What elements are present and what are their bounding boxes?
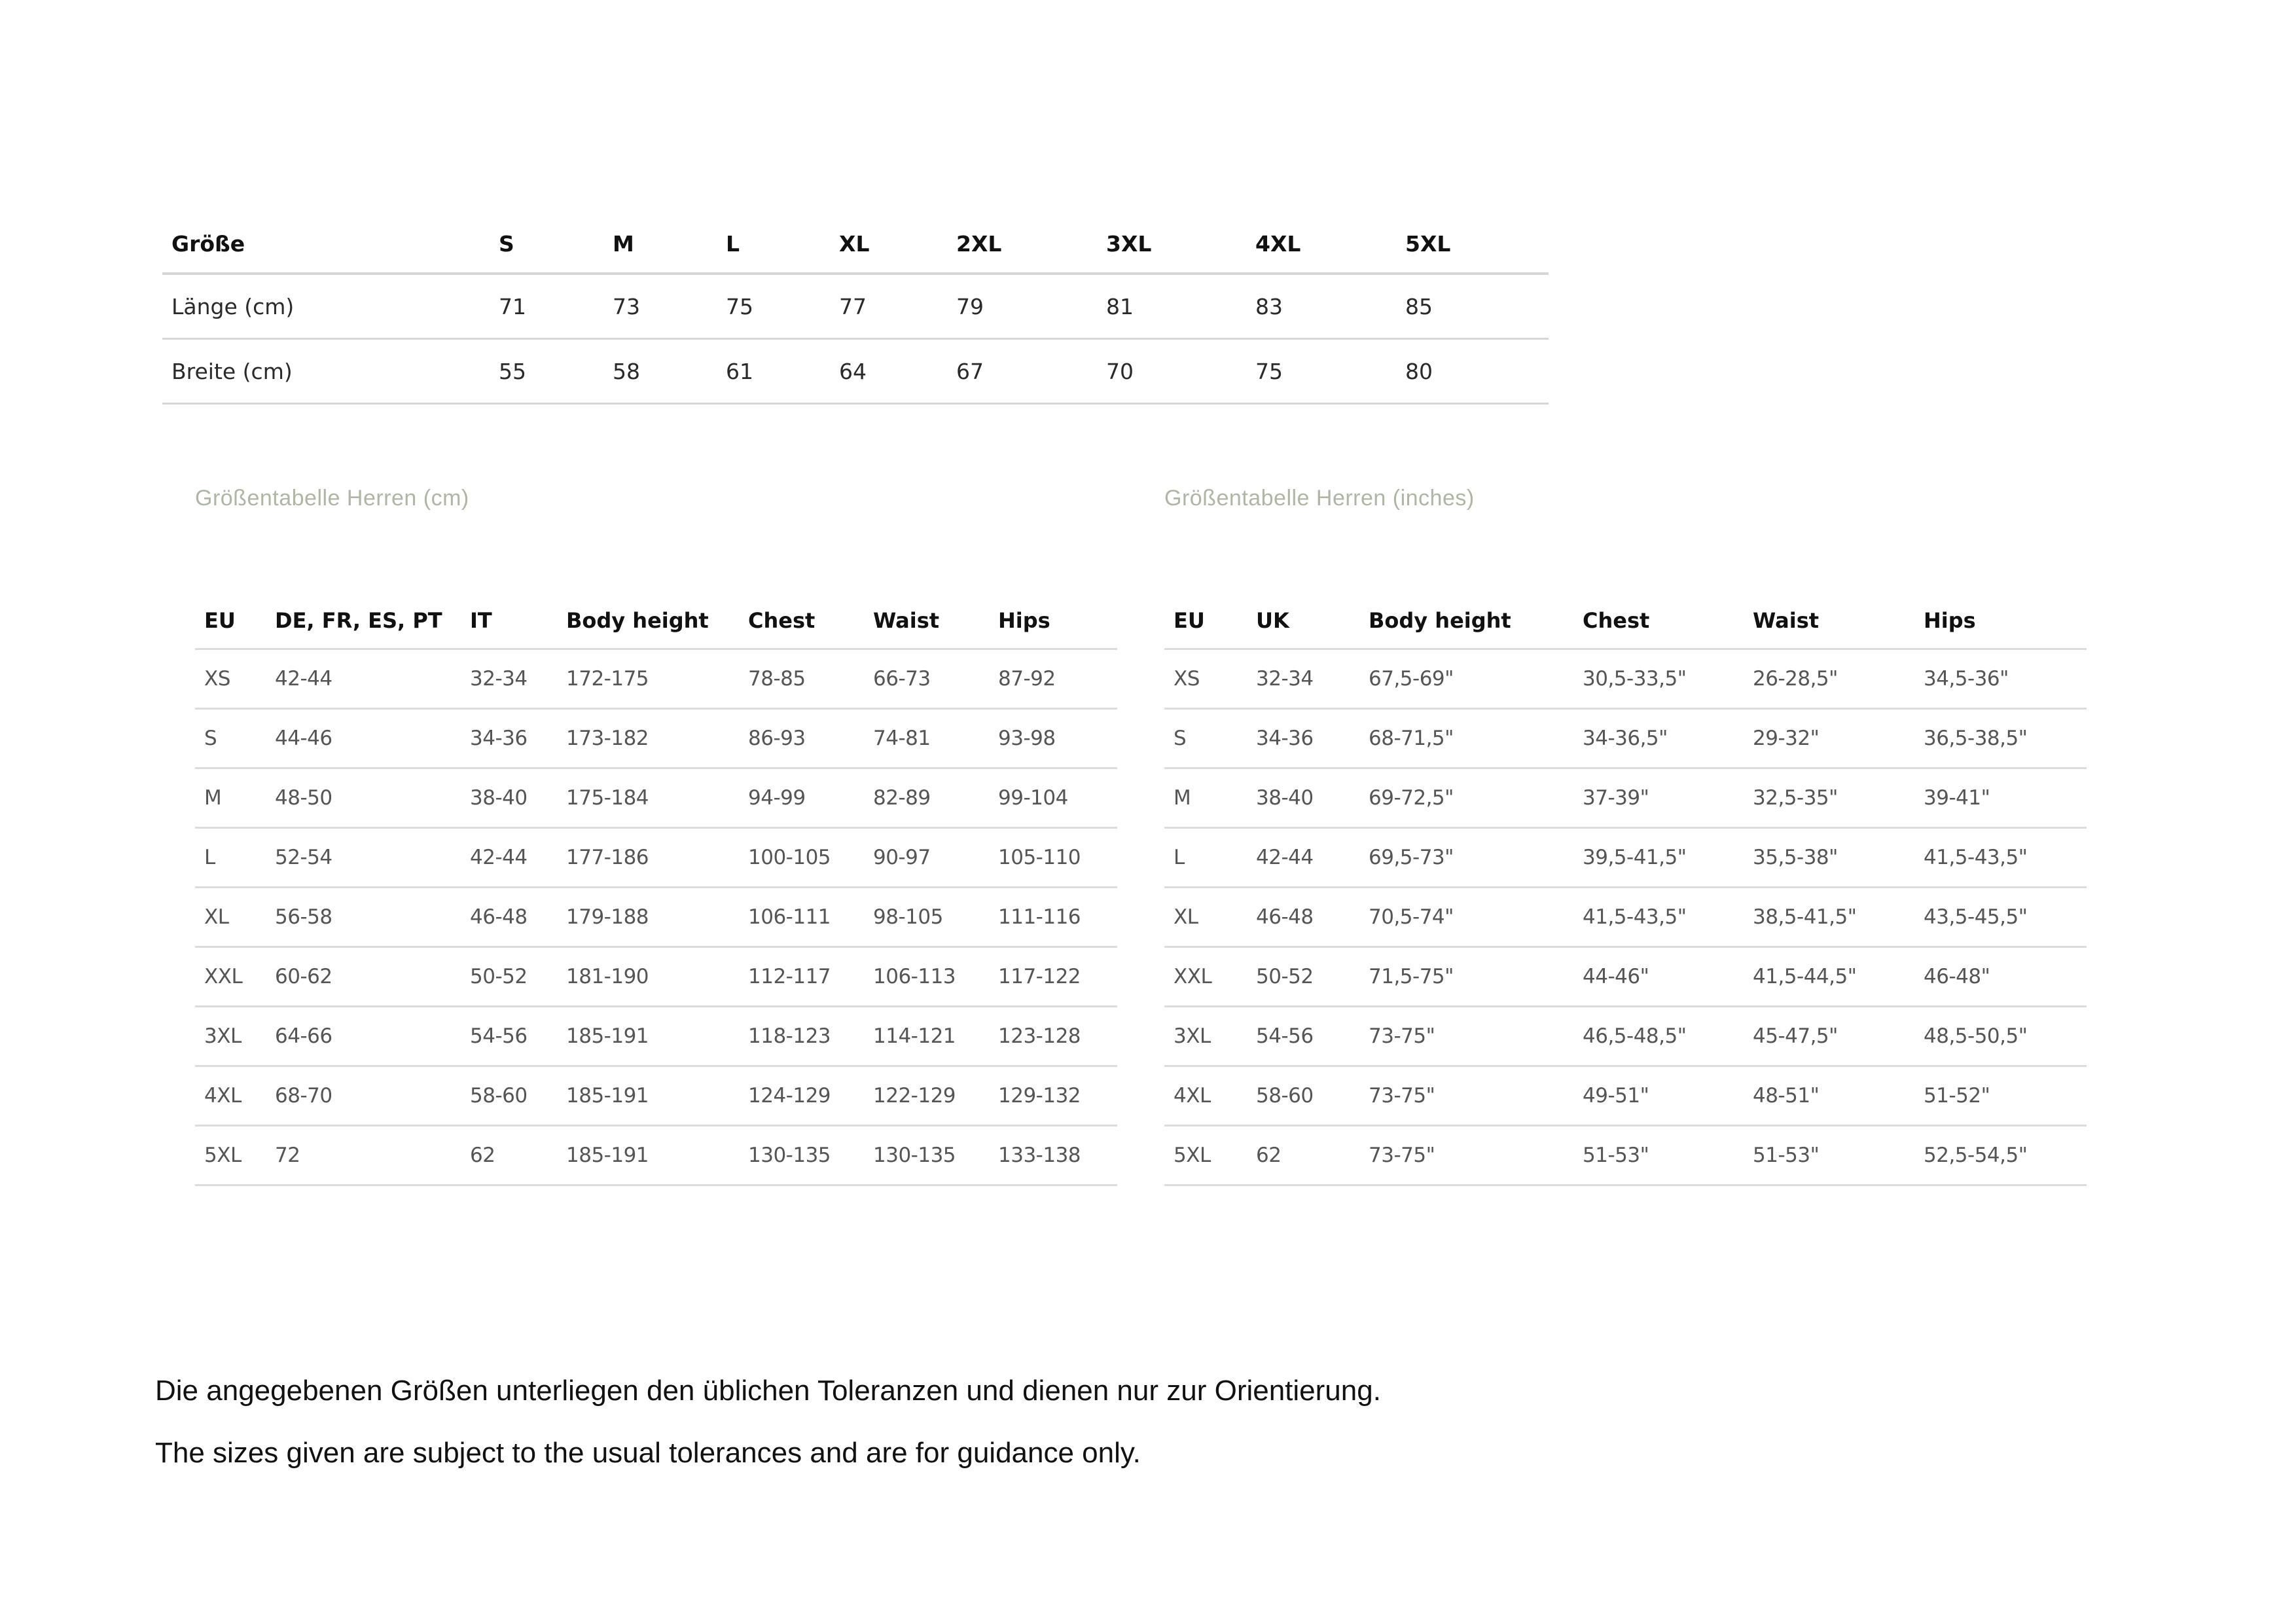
table-cell: 32,5-35" (1753, 786, 1838, 810)
header-cell: Größe (171, 230, 245, 257)
header-cell: Waist (1753, 608, 1820, 633)
header-cell: L (726, 230, 740, 257)
table-cell: 56-58 (275, 905, 332, 929)
table-cell: 66-73 (873, 667, 931, 691)
header-cell: IT (470, 608, 492, 633)
table-cell: 32-34 (1256, 667, 1314, 691)
table-cell: 106-111 (748, 905, 831, 929)
size-label: 4XL (204, 1084, 242, 1108)
table-cell: 117-122 (998, 965, 1081, 988)
table-cell: 185-191 (566, 1024, 649, 1048)
table-cell: 124-129 (748, 1084, 831, 1108)
table-cell: 118-123 (748, 1024, 831, 1048)
inch-table-title: Größentabelle Herren (inches) (1164, 486, 1475, 511)
table-cell: 80 (1405, 358, 1433, 384)
table-cell: 129-132 (998, 1084, 1081, 1108)
table-row (195, 1007, 1117, 1066)
table-cell: 106-113 (873, 965, 956, 988)
table-cell: 185-191 (566, 1084, 649, 1108)
size-label: M (1174, 786, 1191, 810)
table-cell: 62 (470, 1144, 495, 1167)
table-cell: 44-46 (275, 727, 332, 750)
table-cell: 61 (726, 358, 753, 384)
size-label: XS (204, 667, 230, 691)
header-cell: Waist (873, 608, 940, 633)
table-cell: 111-116 (998, 905, 1081, 929)
table-cell: 60-62 (275, 965, 332, 988)
table-row (162, 274, 1549, 339)
table-row (195, 888, 1117, 947)
table-row (195, 828, 1117, 888)
table-row (195, 709, 1117, 768)
header-cell: 4XL (1255, 230, 1301, 257)
table-row (1164, 888, 2087, 947)
table-cell: 48-50 (275, 786, 332, 810)
table-cell: 67,5-69" (1369, 667, 1454, 691)
table-cell: 133-138 (998, 1144, 1081, 1167)
header-cell: Body height (566, 608, 709, 633)
table-cell: 46-48 (470, 905, 528, 929)
table-row (195, 649, 1117, 709)
table-cell: 52,5-54,5" (1924, 1144, 2028, 1167)
table-row (195, 1126, 1117, 1185)
size-table-cm (195, 593, 1117, 1186)
size-label: L (204, 846, 215, 869)
table-cell: 46,5-48,5" (1583, 1024, 1687, 1048)
size-label: XL (1174, 905, 1198, 929)
header-cell: Hips (1924, 608, 1976, 633)
table-cell: 73 (613, 293, 640, 319)
size-label: XXL (1174, 965, 1212, 988)
table-cell: 93-98 (998, 727, 1056, 750)
table-cell: 94-99 (748, 786, 806, 810)
header-cell: EU (204, 608, 236, 633)
table-row (1164, 649, 2087, 709)
table-cell: 55 (499, 358, 526, 384)
table-cell: 34-36,5" (1583, 727, 1668, 750)
table-cell: 172-175 (566, 667, 649, 691)
table-cell: 130-135 (873, 1144, 956, 1167)
table-cell: 51-53" (1753, 1144, 1820, 1167)
header-cell: 5XL (1405, 230, 1451, 257)
table-cell: 46-48" (1924, 965, 1990, 988)
header-cell: Chest (748, 608, 816, 633)
table-cell: 48,5-50,5" (1924, 1024, 2028, 1048)
header-row (1164, 593, 2087, 649)
table-row (1164, 1007, 2087, 1066)
table-cell: 45-47,5" (1753, 1024, 1838, 1048)
table-cell: 51-53" (1583, 1144, 1649, 1167)
table-cell: 48-51" (1753, 1084, 1820, 1108)
table-cell: 35,5-38" (1753, 846, 1838, 869)
table-row (1164, 768, 2087, 828)
table-cell: 99-104 (998, 786, 1068, 810)
table-cell: 42-44 (1256, 846, 1314, 869)
size-label: XXL (204, 965, 243, 988)
table-cell: 58-60 (470, 1084, 528, 1108)
table-cell: 71,5-75" (1369, 965, 1454, 988)
table-cell: 38,5-41,5" (1753, 905, 1857, 929)
table-cell: 73-75" (1369, 1084, 1435, 1108)
table-cell: 181-190 (566, 965, 649, 988)
table-cell: 70,5-74" (1369, 905, 1454, 929)
table-cell: 90-97 (873, 846, 931, 869)
table-cell: 77 (839, 293, 867, 319)
header-cell: EU (1174, 608, 1205, 633)
table-cell: 85 (1405, 293, 1433, 319)
table-row (1164, 1066, 2087, 1126)
table-cell: 87-92 (998, 667, 1056, 691)
size-label: XS (1174, 667, 1200, 691)
table-cell: 173-182 (566, 727, 649, 750)
header-cell: Body height (1369, 608, 1511, 633)
table-cell: 69-72,5" (1369, 786, 1454, 810)
table-cell: 42-44 (470, 846, 528, 869)
header-cell: UK (1256, 608, 1289, 633)
size-label: M (204, 786, 222, 810)
size-label: XL (204, 905, 229, 929)
header-cell: 2XL (956, 230, 1002, 257)
table-cell: 72 (275, 1144, 300, 1167)
table-cell: 36,5-38,5" (1924, 727, 2028, 750)
table-cell: 43,5-45,5" (1924, 905, 2028, 929)
header-cell: DE, FR, ES, PT (275, 608, 442, 633)
table-cell: 123-128 (998, 1024, 1081, 1048)
table-cell: 74-81 (873, 727, 931, 750)
tolerance-note-de: Die angegebenen Größen unterliegen den üblichen Toleranzen und dienen nur zur Orientierung. (155, 1375, 1381, 1407)
tolerance-note-en: The sizes given are subject to the usual tolerances and are for guidance only. (155, 1437, 1141, 1469)
table-cell: 58 (613, 358, 640, 384)
table-cell: 70 (1106, 358, 1134, 384)
table-cell: 34-36 (470, 727, 528, 750)
table-cell: 86-93 (748, 727, 806, 750)
table-cell: 44-46" (1583, 965, 1649, 988)
table-cell: 34-36 (1256, 727, 1314, 750)
table-cell: 41,5-44,5" (1753, 965, 1857, 988)
table-cell: 51-52" (1924, 1084, 1990, 1108)
table-cell: 83 (1255, 293, 1283, 319)
table-cell: 58-60 (1256, 1084, 1314, 1108)
table-cell: 37-39" (1583, 786, 1649, 810)
table-cell: 73-75" (1369, 1024, 1435, 1048)
table-cell: 73-75" (1369, 1144, 1435, 1167)
table-cell: 50-52 (1256, 965, 1314, 988)
table-cell: 68-71,5" (1369, 727, 1454, 750)
table-cell: 81 (1106, 293, 1134, 319)
table-cell: 122-129 (873, 1084, 956, 1108)
table-cell: 54-56 (1256, 1024, 1314, 1048)
header-row (195, 593, 1117, 649)
table-cell: 39,5-41,5" (1583, 846, 1687, 869)
table-cell: 30,5-33,5" (1583, 667, 1687, 691)
table-cell: 62 (1256, 1144, 1282, 1167)
table-cell: 64-66 (275, 1024, 332, 1048)
table-cell: 46-48 (1256, 905, 1314, 929)
size-label: 5XL (204, 1144, 242, 1167)
table-cell: 179-188 (566, 905, 649, 929)
table-cell: 177-186 (566, 846, 649, 869)
table-cell: 82-89 (873, 786, 931, 810)
table-cell: 50-52 (470, 965, 528, 988)
table-row (195, 947, 1117, 1007)
table-cell: 130-135 (748, 1144, 831, 1167)
table-cell: 52-54 (275, 846, 332, 869)
table-cell: 41,5-43,5" (1583, 905, 1687, 929)
table-cell: 68-70 (275, 1084, 332, 1108)
size-label: S (1174, 727, 1187, 750)
row-label: Breite (cm) (171, 358, 293, 384)
table-cell: 29-32" (1753, 727, 1820, 750)
table-cell: 34,5-36" (1924, 667, 2009, 691)
table-cell: 71 (499, 293, 526, 319)
size-label: S (204, 727, 217, 750)
size-label: 3XL (204, 1024, 242, 1048)
size-table-inches (1164, 593, 2087, 1186)
table-cell: 41,5-43,5" (1924, 846, 2028, 869)
table-cell: 98-105 (873, 905, 943, 929)
header-cell: 3XL (1106, 230, 1152, 257)
table-cell: 42-44 (275, 667, 332, 691)
table-row (162, 339, 1549, 404)
table-row (1164, 828, 2087, 888)
header-cell: XL (839, 230, 870, 257)
table-cell: 32-34 (470, 667, 528, 691)
table-row (1164, 1126, 2087, 1185)
table-cell: 75 (726, 293, 753, 319)
size-label: L (1174, 846, 1185, 869)
table-cell: 114-121 (873, 1024, 956, 1048)
cm-table-title: Größentabelle Herren (cm) (195, 486, 469, 511)
table-cell: 79 (956, 293, 984, 319)
header-cell: M (613, 230, 634, 257)
table-row (195, 768, 1117, 828)
table-cell: 185-191 (566, 1144, 649, 1167)
size-label: 5XL (1174, 1144, 1211, 1167)
garment-size-table (162, 215, 1549, 405)
size-label: 3XL (1174, 1024, 1211, 1048)
header-cell: Hips (998, 608, 1050, 633)
header-cell: Chest (1583, 608, 1650, 633)
table-cell: 54-56 (470, 1024, 528, 1048)
table-cell: 38-40 (1256, 786, 1314, 810)
row-label: Länge (cm) (171, 293, 295, 319)
table-cell: 105-110 (998, 846, 1081, 869)
table-cell: 75 (1255, 358, 1283, 384)
table-cell: 67 (956, 358, 984, 384)
table-cell: 64 (839, 358, 867, 384)
header-cell: S (499, 230, 514, 257)
table-cell: 100-105 (748, 846, 831, 869)
table-cell: 49-51" (1583, 1084, 1649, 1108)
table-row (195, 1066, 1117, 1126)
table-cell: 26-28,5" (1753, 667, 1838, 691)
table-cell: 69,5-73" (1369, 846, 1454, 869)
table-row (1164, 947, 2087, 1007)
header-row (162, 215, 1549, 274)
table-cell: 39-41" (1924, 786, 1990, 810)
size-label: 4XL (1174, 1084, 1211, 1108)
table-cell: 38-40 (470, 786, 528, 810)
table-cell: 78-85 (748, 667, 806, 691)
table-cell: 112-117 (748, 965, 831, 988)
table-row (1164, 709, 2087, 768)
table-cell: 175-184 (566, 786, 649, 810)
